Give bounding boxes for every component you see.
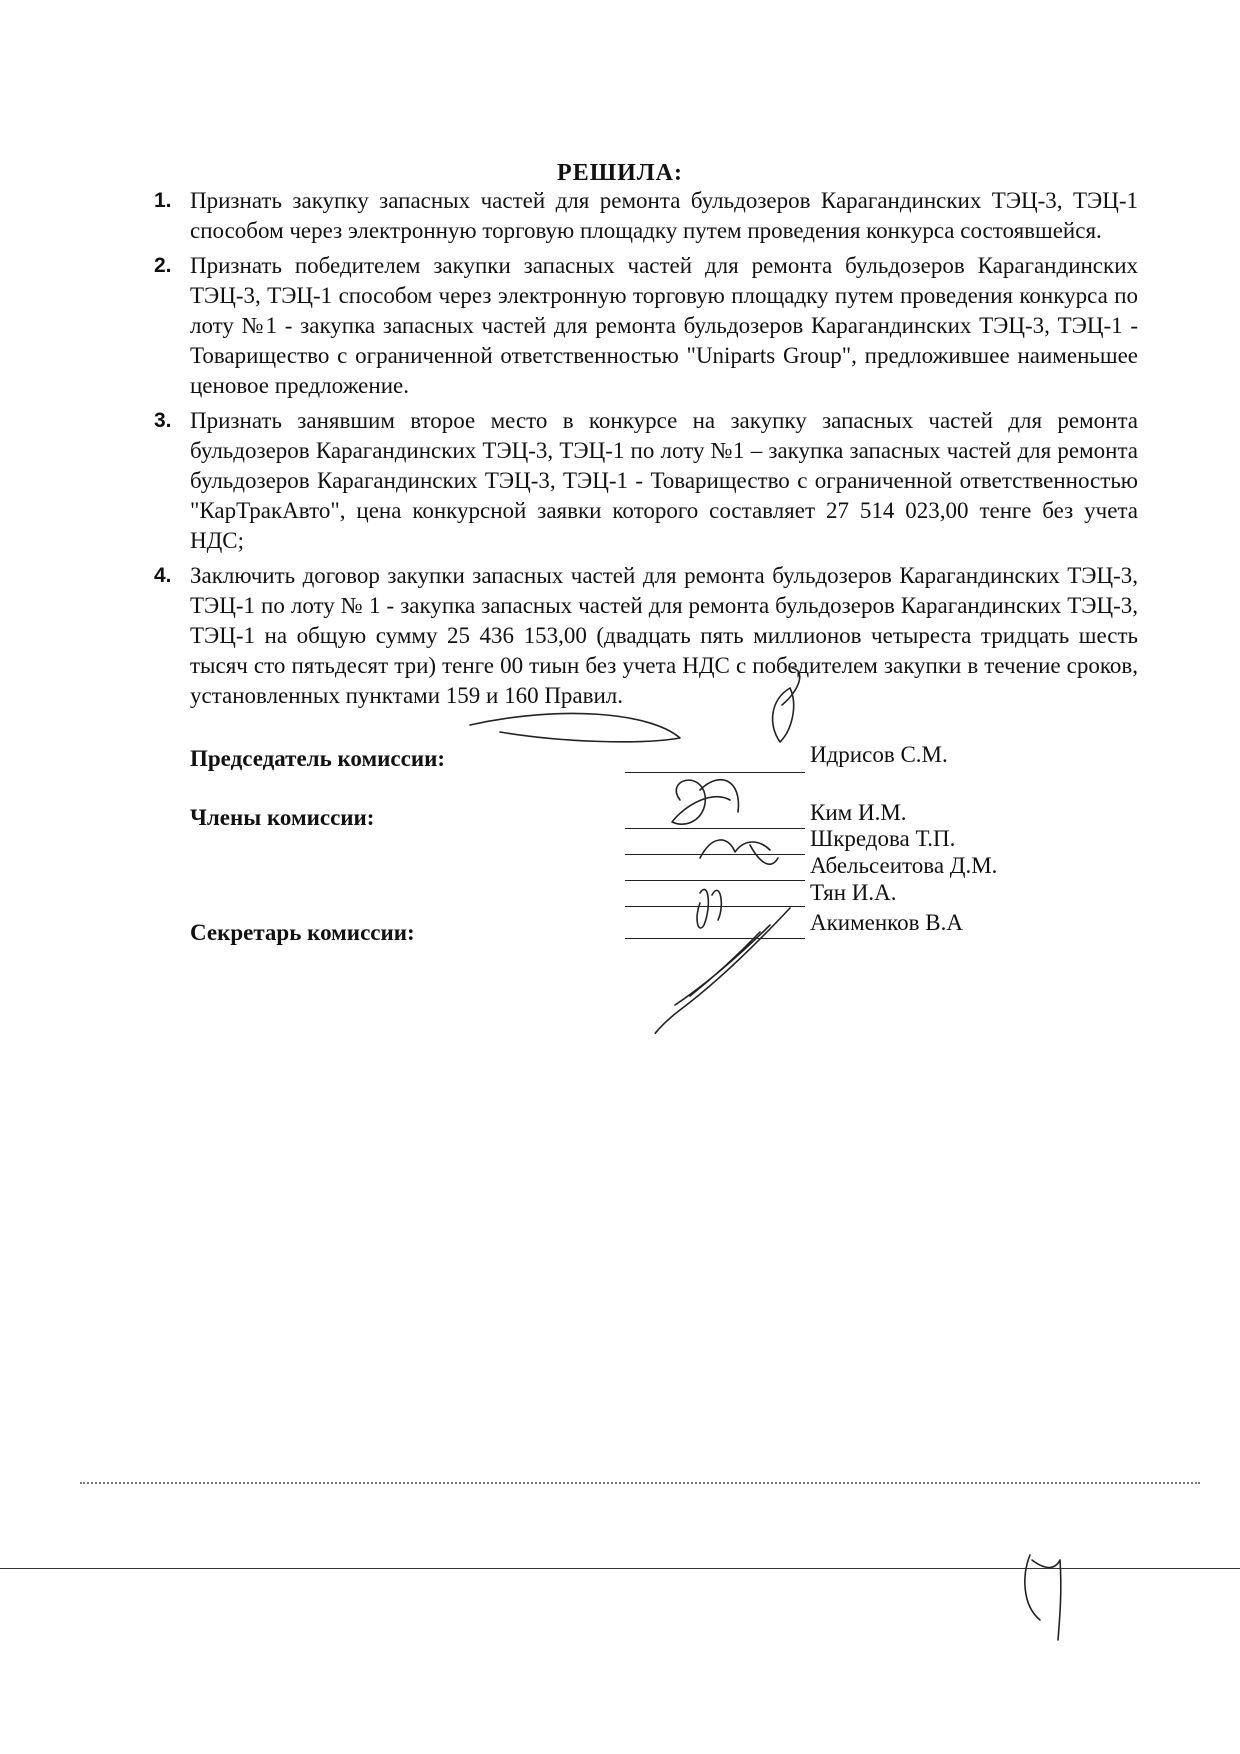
member-signature-stroke [697,889,721,928]
member-signature-stroke [672,780,738,825]
chair-label: Председатель комиссии: [190,746,445,771]
member-name: Тян И.А. [810,880,897,905]
chair-signature-stroke [773,668,800,742]
decision-text: Признать занявшим второе место в конкурсе на закупку запасных частей для ремонта бульдозеров Карагандинских ТЭЦ-3, ТЭЦ-1 по лоту №1 – закупка запасных частей для ремонта бульдозеров Карагандинских ТЭЦ-3, ТЭЦ-1 - Товарищество с ограниченной ответственностью "КарТракАвто", цена конкурсной заявки которого составляет 27 514 023,00 тенге без учета НДС; [190,408,1138,553]
member-name: Ким И.М. [810,800,907,825]
decision-text: Заключить договор закупки запасных частей для ремонта бульдозеров Карагандинских ТЭЦ-3, ТЭЦ-1 по лоту № 1 - закупка запасных частей для ремонта бульдозеров Карагандинских ТЭЦ-3, ТЭЦ-1 на общую сумму 25 436 153,00 (двадцать пять миллионов четыреста тридцать шесть тысяч сто пятьдесят три) тенге 00 тиын без учета НДС с победителем закупки в течение сроков, установленных пунктами 159 и 160 Правил. [190,563,1138,708]
decision-number: 1. [154,189,172,212]
decision-number: 4. [154,564,172,587]
member-name: Шкредова Т.П. [810,826,956,851]
secretary-signature-stroke [655,908,790,1033]
chair-name: Идрисов С.М. [810,742,948,767]
decision-heading: РЕШИЛА: [557,160,683,186]
member-name: Абельсеитова Д.М. [810,853,998,878]
decision-number: 2. [154,254,172,277]
decision-text: Признать победителем закупки запасных частей для ремонта бульдозеров Карагандинских ТЭЦ-3, ТЭЦ-1 способом через электронную торговую площадку путем проведения конкурса по лоту №1 - закупка запасных частей для ремонта бульдозеров Карагандинских ТЭЦ-3, ТЭЦ-1 - Товарищество с ограниченной ответственностью "Uniparts Group", предложившее наименьшее ценовое предложение. [190,253,1138,398]
secretary-name: Акименков В.А [810,910,963,935]
page-number-stroke [1025,1555,1061,1640]
chair-signature-stroke [470,713,680,741]
decision-text: Признать закупку запасных частей для ремонта бульдозеров Карагандинских ТЭЦ-3, ТЭЦ-1 способом через электронную торговую площадку путем проведения конкурса состоявшейся. [190,188,1138,243]
secretary-label: Секретарь комиссии: [190,920,415,945]
member-signature-stroke [700,840,778,864]
decision-number: 3. [154,409,172,432]
members-label: Члены комиссии: [190,805,375,830]
